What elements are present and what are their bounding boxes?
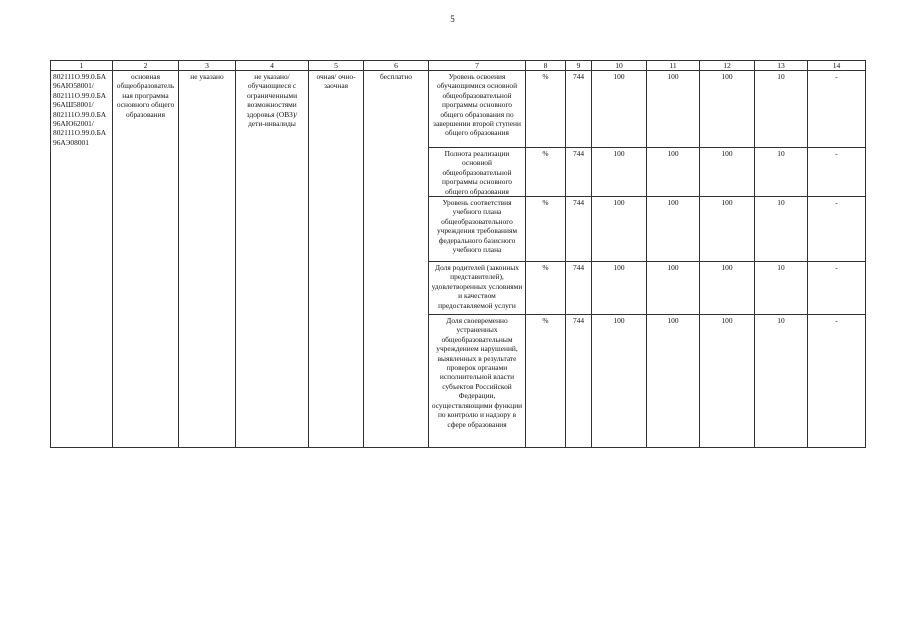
okei-cell: 744 <box>566 71 592 148</box>
value-cell: 100 <box>647 262 700 315</box>
indicator-name: Полнота реализации основной общеобразовательной программы основного общего образования <box>429 148 526 197</box>
indicator-name: Доля своевременно устраненных общеобразовательным учреждением нарушений, выявленных в результате проверок органами исполнительной власти субъектов Российской Федерации, осуществляющими функции по контролю и надзору в сфере образования <box>429 315 526 448</box>
column-header: 9 <box>566 61 592 71</box>
program-cell: основная общеобразователь ная программа основного общего образования <box>113 71 179 448</box>
note-cell: - <box>808 197 866 262</box>
value-cell: 100 <box>700 262 755 315</box>
standard-cell: не указано <box>179 71 236 448</box>
note-cell: - <box>808 262 866 315</box>
value-cell: 100 <box>592 262 647 315</box>
unit-cell: % <box>526 148 566 197</box>
column-header: 2 <box>113 61 179 71</box>
okei-cell: 744 <box>566 148 592 197</box>
value-cell: 100 <box>592 197 647 262</box>
column-header: 4 <box>236 61 309 71</box>
services-table <box>50 60 866 448</box>
indicator-name: Уровень соответствия учебного плана общеобразовательного учреждения требованиям федерального базисного учебного плана <box>429 197 526 262</box>
value-cell: 100 <box>592 71 647 148</box>
value-cell: 100 <box>700 71 755 148</box>
registry-number: 802111О.99.0.БА 96АЮ58001/ 802111О.99.0.БА 96АШ58001/ 802111О.99.0.БА 96АЮ62001/ 802111О.99.0.БА 96АЭ08001 <box>53 72 107 147</box>
payment-cell: бесплатно <box>364 71 429 448</box>
indicator-name: Уровень освоения обучающимися основной общеобразовательной программы основного общего образования по завершении второй ступени общего образования <box>429 71 526 148</box>
value-cell: 100 <box>647 315 700 448</box>
unit-cell: % <box>526 315 566 448</box>
deviation-cell: 10 <box>755 197 808 262</box>
registry-number-cell <box>51 71 113 448</box>
value-cell: 100 <box>647 197 700 262</box>
unit-cell: % <box>526 197 566 262</box>
value-cell: 100 <box>592 315 647 448</box>
note-cell: - <box>808 315 866 448</box>
value-cell: 100 <box>700 148 755 197</box>
note-cell: - <box>808 71 866 148</box>
value-cell: 100 <box>647 71 700 148</box>
deviation-cell: 10 <box>755 262 808 315</box>
column-header: 11 <box>647 61 700 71</box>
column-header: 3 <box>179 61 236 71</box>
category-cell: не указано/ обучающиеся с ограниченными возможностями здоровья (ОВЗ)/ дети-инвалиды <box>236 71 309 448</box>
okei-cell: 744 <box>566 315 592 448</box>
unit-cell: % <box>526 71 566 148</box>
value-cell: 100 <box>592 148 647 197</box>
column-header: 13 <box>755 61 808 71</box>
column-header: 6 <box>364 61 429 71</box>
value-cell: 100 <box>700 197 755 262</box>
form-cell: очная/ очно-заочная <box>309 71 364 448</box>
value-cell: 100 <box>700 315 755 448</box>
unit-cell: % <box>526 262 566 315</box>
column-header: 14 <box>808 61 866 71</box>
note-cell: - <box>808 148 866 197</box>
column-header: 10 <box>592 61 647 71</box>
indicator-name: Доля родителей (законных представителей), удовлетворенных условиями и качеством предоставляемой услуги <box>429 262 526 315</box>
column-header: 7 <box>429 61 526 71</box>
okei-cell: 744 <box>566 262 592 315</box>
table-row <box>51 71 866 148</box>
column-header: 5 <box>309 61 364 71</box>
column-header: 1 <box>51 61 113 71</box>
okei-cell: 744 <box>566 197 592 262</box>
deviation-cell: 10 <box>755 315 808 448</box>
deviation-cell: 10 <box>755 148 808 197</box>
column-header: 12 <box>700 61 755 71</box>
value-cell: 100 <box>647 148 700 197</box>
page-number: 5 <box>450 14 455 24</box>
deviation-cell: 10 <box>755 71 808 148</box>
header-row <box>51 61 866 71</box>
column-header: 8 <box>526 61 566 71</box>
